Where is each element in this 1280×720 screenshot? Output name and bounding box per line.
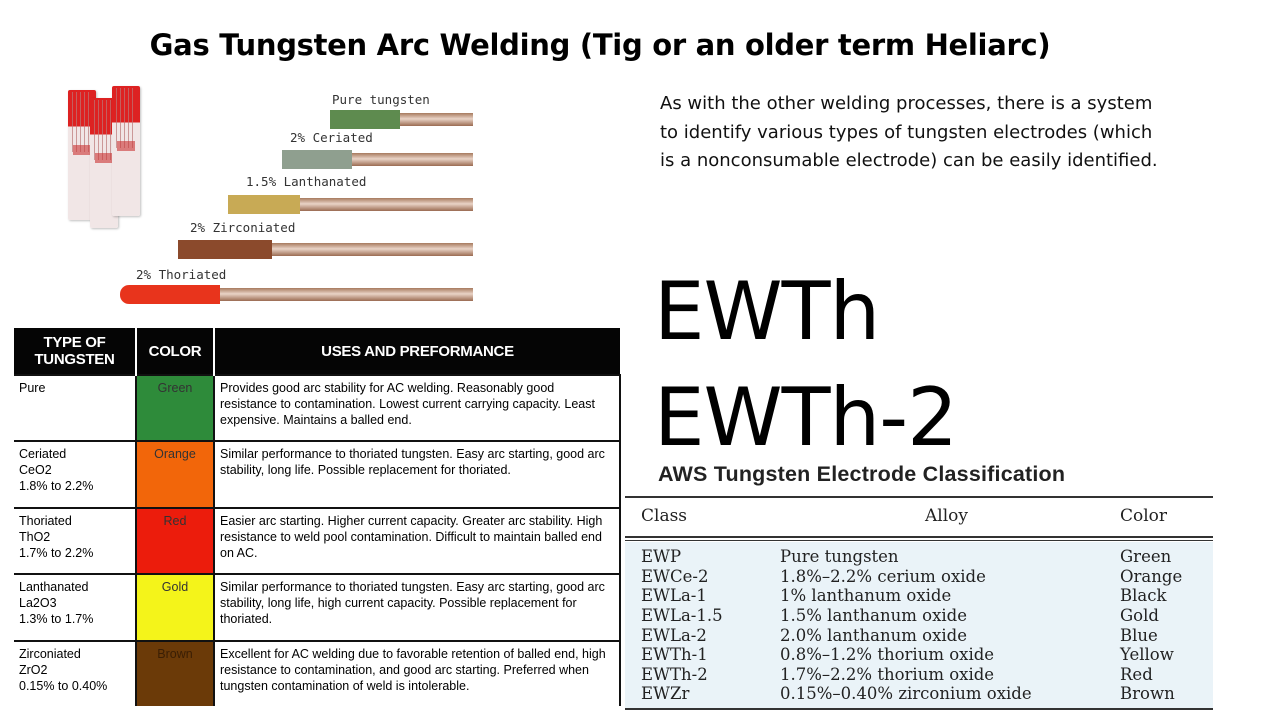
electrode-label: 2% Ceriated bbox=[290, 130, 373, 145]
thoriated-tip bbox=[120, 285, 220, 304]
table-row: EWLa-1 1% lanthanum oxide Black bbox=[641, 586, 1167, 605]
aws-table-title: AWS Tungsten Electrode Classification bbox=[658, 462, 1066, 486]
table-row: EWZr 0.15%–0.40% zirconium oxide Brown bbox=[641, 684, 1175, 703]
slide-title: Gas Tungsten Arc Welding (Tig or an older term Heliarc) bbox=[149, 28, 1051, 62]
code-ewth: EWTh bbox=[654, 265, 880, 358]
table-row bbox=[14, 441, 620, 507]
aws-header-class: Class bbox=[641, 506, 688, 526]
electrode-rod bbox=[400, 113, 473, 126]
table-row: EWTh-1 0.8%–1.2% thorium oxide Yellow bbox=[641, 645, 1174, 664]
tungsten-electrodes-image bbox=[60, 80, 480, 305]
header-uses: USES AND PREFORMANCE bbox=[214, 328, 620, 375]
table-row bbox=[14, 375, 620, 441]
electrode-label: 2% Zirconiated bbox=[190, 220, 296, 235]
aws-header-color: Color bbox=[1120, 506, 1168, 526]
electrode-label: 1.5% Lanthanated bbox=[246, 174, 367, 189]
intro-paragraph: As with the other welding processes, there is a system to identify various types of tungsten electrodes (which is a nonconsumable electrode) can be easily identified. bbox=[660, 93, 1158, 171]
table-row: EWLa-1.5 1.5% lanthanum oxide Gold bbox=[641, 606, 1159, 625]
color-cell: Gold bbox=[136, 574, 214, 640]
electrode-rod bbox=[272, 243, 473, 256]
type-cell: Lanthanated La2O3 1.3% to 1.7% bbox=[14, 574, 136, 640]
uses-cell: Easier arc starting. Higher current capacity. Greater arc stability. High resistance to weld pool contamination. Difficult to maintain balled end on AC. bbox=[214, 508, 620, 574]
type-cell: Ceriated CeO2 1.8% to 2.2% bbox=[14, 441, 136, 507]
color-cell: Red bbox=[136, 508, 214, 574]
lanthanated-tip bbox=[228, 195, 300, 214]
uses-cell: Provides good arc stability for AC welding. Reasonably good resistance to contamination. Lowest current carrying capacity. Least expensive. Maintains a balled end. bbox=[214, 375, 620, 441]
electrode-label: Pure tungsten bbox=[332, 92, 430, 107]
table-row: EWP Pure tungsten Green bbox=[641, 547, 1172, 566]
electrode-rod bbox=[220, 288, 473, 301]
electrode-rod bbox=[300, 198, 473, 211]
header-type: TYPE OF TUNGSTEN bbox=[14, 328, 136, 375]
table-row: EWCe-2 1.8%–2.2% cerium oxide Orange bbox=[641, 567, 1183, 586]
ceriated-tip bbox=[282, 150, 352, 169]
type-cell: Zirconiated ZrO2 0.15% to 0.40% bbox=[14, 641, 136, 706]
table-row bbox=[14, 574, 620, 640]
aws-header-alloy: Alloy bbox=[925, 506, 968, 526]
table-row bbox=[14, 641, 620, 706]
table-header-row bbox=[14, 328, 620, 375]
electrode-label: 2% Thoriated bbox=[136, 267, 227, 282]
code-ewth-2: EWTh-2 bbox=[654, 371, 957, 464]
type-cell: Pure bbox=[14, 375, 136, 441]
color-cell: Orange bbox=[136, 441, 214, 507]
zirconiated-tip bbox=[178, 240, 272, 259]
color-cell: Brown bbox=[136, 641, 214, 706]
pure-tungsten-tip bbox=[330, 110, 400, 129]
electrode-rod bbox=[352, 153, 473, 166]
type-cell: Thoriated ThO2 1.7% to 2.2% bbox=[14, 508, 136, 574]
uses-cell: Similar performance to thoriated tungsten. Easy arc starting, good arc stability, long life, high current capacity. Possible replacement for thoriated. bbox=[214, 574, 620, 640]
table-row: EWLa-2 2.0% lanthanum oxide Blue bbox=[641, 626, 1158, 645]
table-row: EWTh-2 1.7%–2.2% thorium oxide Red bbox=[641, 665, 1153, 684]
table-row bbox=[14, 508, 620, 574]
color-cell: Green bbox=[136, 375, 214, 441]
aws-classification-table bbox=[625, 496, 1213, 710]
header-color: COLOR bbox=[136, 328, 214, 375]
tungsten-type-table bbox=[14, 328, 621, 706]
uses-cell: Excellent for AC welding due to favorable retention of balled end, high resistance to contamination, and good arc starting. Preferred when tungsten contamination of weld is intolerable. bbox=[214, 641, 620, 706]
uses-cell: Similar performance to thoriated tungsten. Easy arc starting, good arc stability, long life. Possible replacement for thoriated. bbox=[214, 441, 620, 507]
electrode-pack bbox=[112, 86, 140, 216]
